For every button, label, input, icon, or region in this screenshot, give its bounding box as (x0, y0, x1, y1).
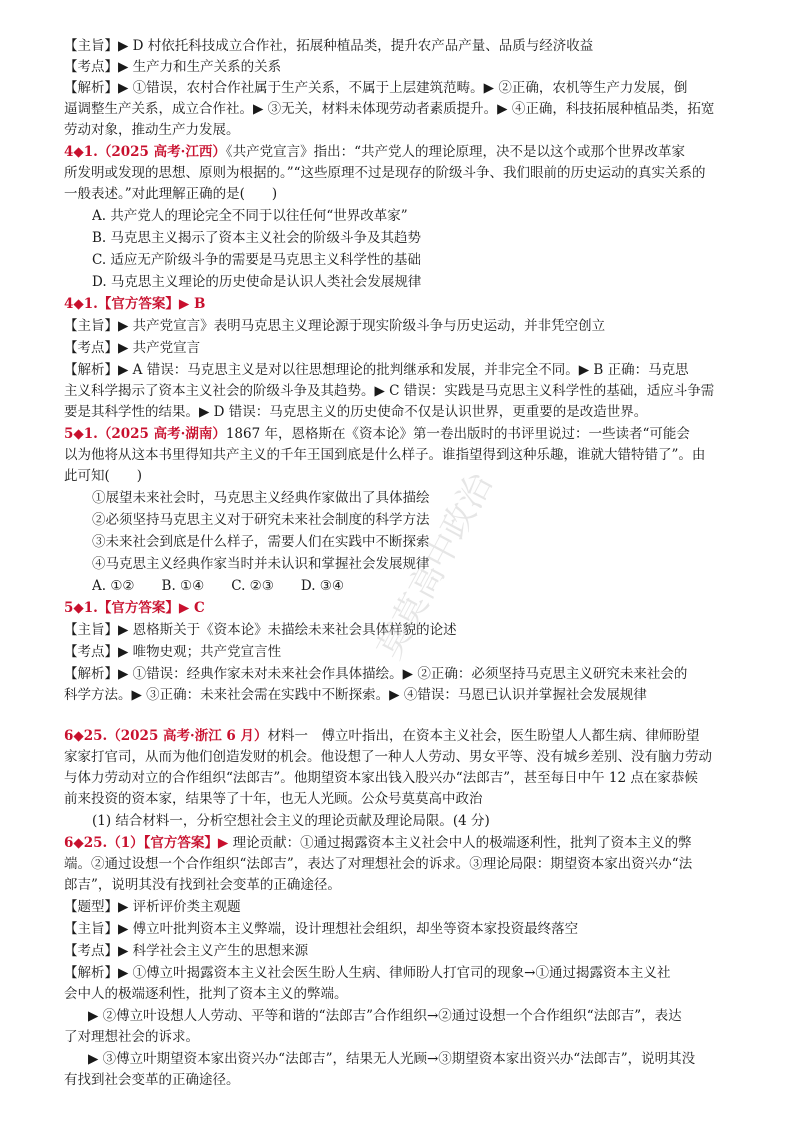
text-segment: 主义科学揭示了资本主义社会的阶级斗争及其趋势。▶ C 错误：实践是马克思主义科学性的基础，适应斗争需 (64, 383, 715, 399)
question-label: 5◆1.（2025 高考·湖南） (64, 426, 226, 442)
text-segment: 理论贡献：①通过揭露资本主义社会中人的极端逐利性，批判了资本主义的弊 (228, 835, 692, 851)
text-segment: 前来投资的资本家，结果等了十年，也无人光顾。公众号莫莫高中政治 (64, 791, 483, 807)
text-line (64, 78, 744, 99)
question-label: 6◆25.（1）【官方答案】▶ (64, 835, 229, 851)
text-segment: D. 马克思主义理论的历史使命是认识人类社会发展规律 (92, 274, 422, 290)
text-segment: 了对理想社会的诉求。 (64, 1029, 199, 1045)
text-segment: 【题型】▶ 评析评价类主观题 (64, 899, 241, 915)
text-line (88, 1006, 744, 1027)
text-segment: 【主旨】▶ D 村依托科技成立合作社，拓展种植品类，提升农产品产量、品质与经济收益 (64, 38, 594, 54)
text-line (64, 664, 744, 685)
text-segment: 要是其科学性的结果。▶ D 错误：马克思主义的历史使命不仅是认识世界，更重要的是改造世界。 (64, 404, 648, 420)
text-segment: 【解析】▶ ①傅立叶揭露资本主义社会医生盼人生病、律师盼人打官司的现象→①通过揭露资本主义社 (64, 965, 671, 981)
text-segment: 【解析】▶ ①错误，农村合作社属于生产关系，不属于上层建筑范畴。▶ ②正确，农机等生产力发展，倒 (64, 80, 688, 96)
text-segment: 家家打官司，从而为他们创造发财的机会。他设想了一种人人劳动、男女平等、没有城乡差别、没有脑力劳动 (64, 749, 712, 765)
text-segment: ②必须坚持马克思主义对于研究未来社会制度的科学方法 (92, 512, 430, 528)
text-line (64, 381, 744, 402)
text-segment: 【主旨】▶ 共产党宣言》表明马克思主义理论源于现实阶级斗争与历史运动，并非凭空创立 (64, 318, 606, 334)
text-line (64, 316, 744, 337)
text-line (64, 875, 744, 896)
text-segment: ①展望未来社会时，马克思主义经典作家做出了具体描绘 (92, 490, 430, 506)
text-line (88, 1049, 744, 1070)
text-segment: 劳动对象，推动生产力发展。 (64, 122, 240, 138)
text-line (64, 57, 744, 78)
text-line (64, 445, 744, 466)
watermark: 莫莫高中政治 (369, 466, 501, 666)
text-segment: 逼调整生产关系，成立合作社。▶ ③无关，材料未体现劳动者素质提升。▶ ④正确，科技拓展种植品类，拓宽 (64, 101, 715, 117)
question-label: 4◆1.（2025 高考·江西） (64, 144, 226, 160)
text-segment: 此可知( ) (64, 468, 143, 484)
text-line (64, 120, 744, 141)
text-segment: ③未来社会到底是什么样子，需要人们在实践中不断探索 (92, 534, 430, 550)
text-line (64, 919, 744, 940)
text-segment: ▶ ②傅立叶设想人人劳动、平等和谐的“法郎吉”合作组织→②通过设想一个合作组织“法郎吉”，表达 (88, 1008, 682, 1024)
text-segment: 与体力劳动对立的合作组织“法郎吉”。他期望资本家出钱入股兴办“法郎吉”，甚至每日中午 12 点在家恭候 (64, 770, 698, 786)
text-line (64, 338, 744, 359)
text-line (64, 163, 744, 184)
text-line (64, 833, 744, 854)
text-segment: (1) 结合材料一，分析空想社会主义的理论贡献及理论局限。(4 分) (92, 813, 490, 829)
text-segment: 【考点】▶ 生产力和生产关系的关系 (64, 59, 282, 75)
text-line (64, 984, 744, 1005)
text-line (64, 941, 744, 962)
text-segment: ▶ ③傅立叶期望资本家出资兴办“法郎吉”，结果无人光顾→③期望资本家出资兴办“法郎吉”，说明其没 (88, 1051, 696, 1067)
text-line (92, 488, 772, 509)
text-segment: A. 共产党人的理论完全不同于以往任何“世界改革家” (92, 208, 408, 224)
question-label: 5◆1.【官方答案】▶ C (64, 600, 205, 616)
text-line (92, 811, 772, 832)
text-line (64, 142, 744, 163)
text-line (92, 206, 772, 227)
text-segment: 郎吉”，说明其没有找到社会变革的正确途径。 (64, 877, 341, 893)
text-line (64, 424, 744, 445)
text-segment: 以为他将从这本书里得知共产主义的千年王国到底是什么样子。谁指望得到这种乐趣，谁就大错特错了”。由 (64, 447, 706, 463)
text-line (64, 1070, 744, 1091)
text-segment: B. 马克思主义揭示了资本主义社会的阶级斗争及其趋势 (92, 230, 422, 246)
text-line (64, 685, 744, 706)
text-line (64, 184, 744, 205)
text-segment: 一般表述。”对此理解正确的是( ) (64, 186, 278, 202)
text-segment: 会中人的极端逐利性，批判了资本主义的弊端。 (64, 986, 348, 1002)
text-segment: 【考点】▶ 共产党宣言 (64, 340, 201, 356)
text-segment: ④马克思主义经典作家当时并未认识和掌握社会发展规律 (92, 556, 430, 572)
text-line (64, 466, 744, 487)
text-line (64, 294, 744, 315)
text-segment: 科学方法。▶ ③正确：未来社会需在实践中不断探索。▶ ④错误：马恩已认识并掌握社会发展规律 (64, 687, 647, 703)
text-line (64, 99, 744, 120)
text-segment: 材料一 傅立叶指出，在资本主义社会，医生盼望人人都生病、律师盼望 (267, 728, 700, 744)
text-segment: 《共产党宣言》指出：“共产党人的理论原理，决不是以这个或那个世界改革家 (225, 144, 685, 160)
question-label: 4◆1.【官方答案】▶ B (64, 296, 206, 312)
question-label: 6◆25.（2025 高考·浙江 6 月） (64, 728, 268, 744)
text-segment: 端。②通过设想一个合作组织“法郎吉”，表达了对理想社会的诉求。③理论局限：期望资本家出资兴办“法 (64, 856, 693, 872)
text-segment: 【解析】▶ ①错误：经典作家未对未来社会作具体描绘。▶ ②正确：必须坚持马克思主义研究未来社会的 (64, 666, 688, 682)
text-line (92, 250, 772, 271)
text-segment: 所发明或发现的思想、原则为根据的。”“这些原理不过是现存的阶级斗争、我们眼前的历史运动的真实关系的 (64, 165, 706, 181)
text-line (64, 1027, 744, 1048)
text-segment: 1867 年，恩格斯在《资本论》第一卷出版时的书评里说过：一些读者“可能会 (225, 426, 690, 442)
text-segment: 有找到社会变革的正确途径。 (64, 1072, 240, 1088)
text-line (64, 768, 744, 789)
text-line (64, 360, 744, 381)
text-line (92, 228, 772, 249)
text-line (64, 726, 744, 747)
text-segment: 【主旨】▶ 傅立叶批判资本主义弊端，设计理想社会组织，却坐等资本家投资最终落空 (64, 921, 579, 937)
text-line (64, 854, 744, 875)
text-segment: 【考点】▶ 唯物史观；共产党宣言性 (64, 644, 282, 660)
text-line (64, 36, 744, 57)
text-segment: C. 适应无产阶级斗争的需要是马克思主义科学性的基础 (92, 252, 421, 268)
text-line (64, 747, 744, 768)
text-line (92, 272, 772, 293)
text-line (64, 402, 744, 423)
text-segment: A. ①② B. ①④ C. ②③ D. ③④ (92, 578, 345, 594)
text-line (64, 897, 744, 918)
text-segment: 【考点】▶ 科学社会主义产生的思想来源 (64, 943, 309, 959)
text-segment: 【主旨】▶ 恩格斯关于《资本论》未描绘未来社会具体样貌的论述 (64, 622, 457, 638)
text-segment: 【解析】▶ A 错误：马克思主义是对以往思想理论的批判继承和发展，并非完全不同。▶ B 正确：马克思 (64, 362, 689, 378)
text-line (64, 789, 744, 810)
text-line (64, 963, 744, 984)
